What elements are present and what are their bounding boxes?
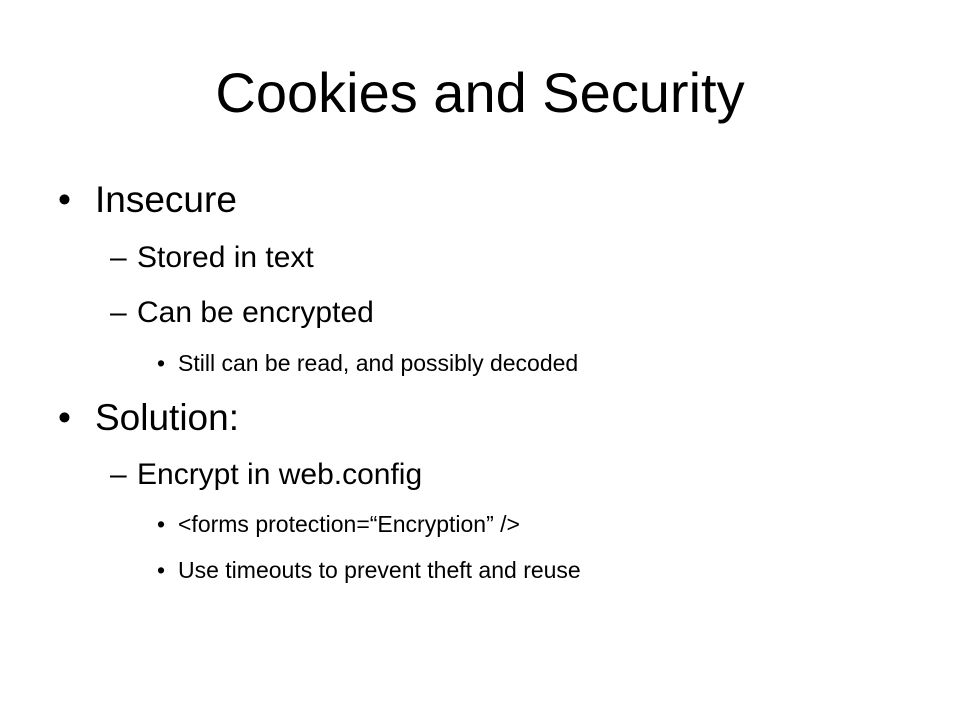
bullet-marker: • <box>58 179 71 220</box>
subitem-text: Use timeouts to prevent theft and reuse <box>178 557 581 583</box>
bullet-text: Insecure <box>95 179 237 220</box>
bullet-marker: • <box>157 350 166 376</box>
dash-marker: – <box>110 241 127 274</box>
bullet-marker: • <box>58 397 71 438</box>
subitem-text: Can be encrypted <box>137 296 374 329</box>
bullet-text: Solution: <box>95 397 239 438</box>
dash-marker: – <box>110 296 127 329</box>
subitem-text: Still can be read, and possibly decoded <box>178 350 579 376</box>
subitem-text: Stored in text <box>137 241 314 274</box>
subitem-text: <forms protection=“Encryption” /> <box>178 511 520 537</box>
dash-marker: – <box>110 458 127 491</box>
bullet-marker: • <box>157 511 166 537</box>
bullet-marker: • <box>157 557 166 583</box>
subitem-text: Encrypt in web.config <box>137 458 423 491</box>
slide-title: Cookies and Security <box>215 61 745 124</box>
